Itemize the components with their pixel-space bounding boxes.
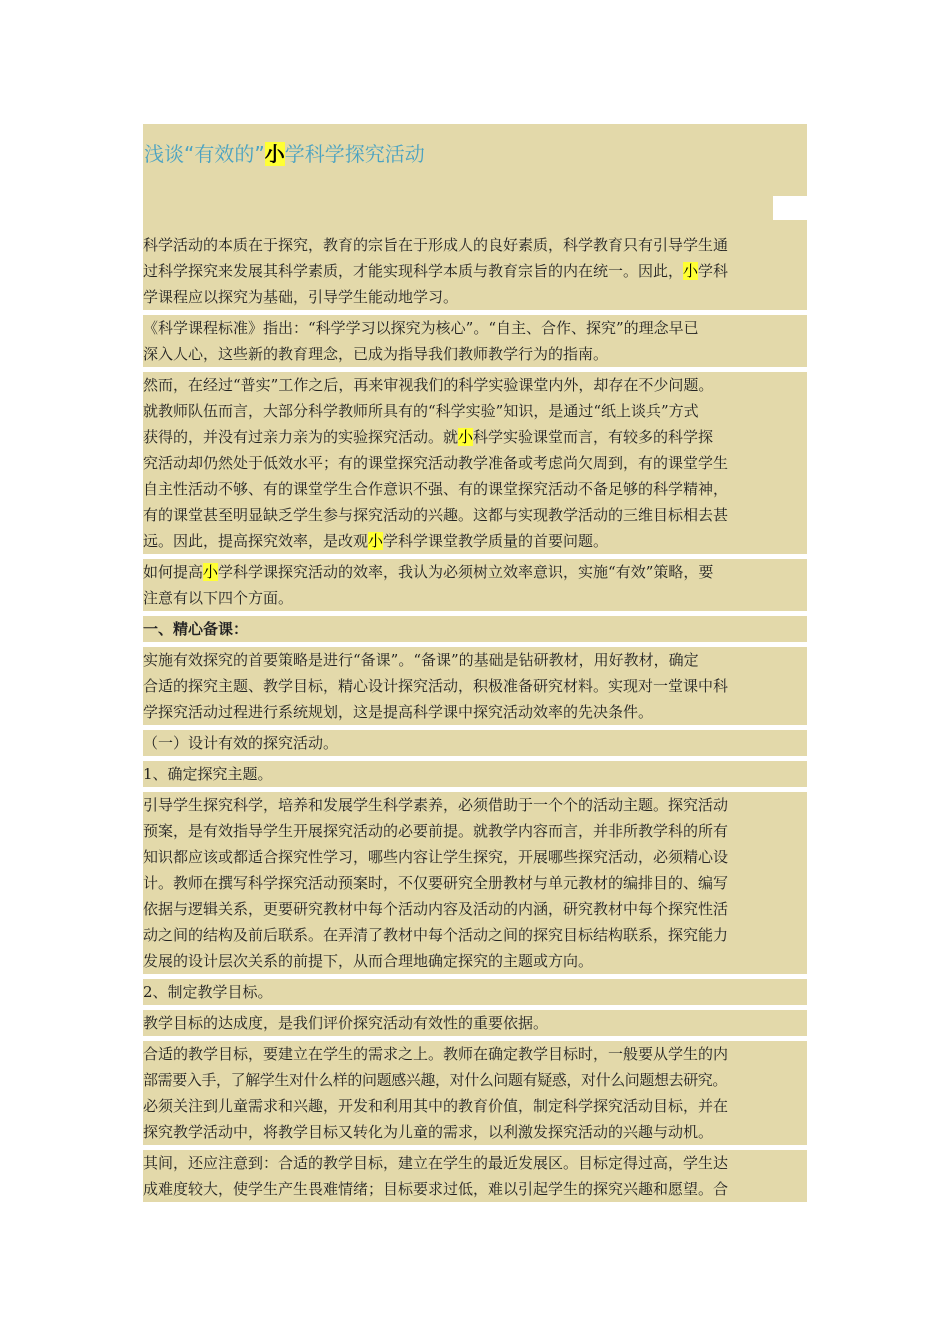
text-line: 有的课堂甚至明显缺乏学生参与探究活动的兴趣。这都与实现教学活动的三维目标相去甚 [143,506,729,524]
text-line: 预案，是有效指导学生开展探究活动的必要前提。就教学内容而言，并非所教学科的所有 [143,822,729,840]
text-line: 究活动却仍然处于低效水平；有的课堂探究活动教学准备或考虑尚欠周到，有的课堂学生 [143,454,729,472]
paragraph-intro [143,232,807,310]
text-line: 引导学生探究科学，培养和发展学生科学素养，必须借助于一个个的活动主题。探究活动 [143,796,729,814]
subsection-heading [143,730,807,756]
text-line: 一、精心备课： [143,620,249,638]
item-heading [143,761,807,787]
section-heading [143,616,807,642]
highlight-term: 小 [683,262,699,280]
text-line: 《科学课程标准》指出：“科学学习以探究为核心”。“自主、合作、探究”的理念早已 [143,319,699,337]
text-line: 如何提高 [143,563,204,581]
text-line: 就教师队伍而言，大部分科学教师所具有的“科学实验”知识，是通过“纸上谈兵”方式 [143,402,699,420]
text-line: 学科 [698,262,729,280]
document-body [143,124,807,1202]
text-line: 然而，在经过“普实”工作之后，再来审视我们的科学实验课堂内外，却存在不少问题。 [143,376,714,394]
text-line: 发展的设计层次关系的前提下，从而合理地确定探究的主题或方向。 [143,952,594,970]
text-line: 部需要入手，了解学生对什么样的问题感兴趣，对什么问题有疑惑，对什么问题想去研究。 [143,1071,728,1089]
text-line: （一）设计有效的探究活动。 [143,734,339,752]
text-line: 1、确定探究主题。 [143,765,273,783]
text-line: 其间，还应注意到：合适的教学目标，建立在学生的最近发展区。目标定得过高，学生达 [143,1154,729,1172]
text-line: 注意有以下四个方面。 [143,589,294,607]
title-block [143,124,807,220]
text-line: 成难度较大，使学生产生畏难情绪；目标要求过低，难以引起学生的探究兴趣和愿望。合 [143,1180,729,1198]
text-line: 科学活动的本质在于探究，教育的宗旨在于形成人的良好素质，科学教育只有引导学生通 [143,236,729,254]
title-text-after: 学科学探究活动 [284,142,425,166]
text-line: 实施有效探究的首要策略是进行“备课”。“备课”的基础是钻研教材，用好教材，确定 [143,651,699,669]
text-line: 必须关注到儿童需求和兴趣，开发和利用其中的教育价值，制定科学探究活动目标，并在 [143,1097,729,1115]
text-line: 合适的教学目标，要建立在学生的需求之上。教师在确定教学目标时，一般要从学生的内 [143,1045,729,1063]
title-corner-gap [773,196,807,220]
paragraph-goal-evaluation [143,1010,807,1036]
text-line: 探究教学活动中，将教学目标又转化为儿童的需求，以利激发探究活动的兴趣与动机。 [143,1123,714,1141]
title-highlight: 小 [264,142,285,166]
highlight-term: 小 [458,428,474,446]
text-line: 自主性活动不够、有的课堂学生合作意识不强、有的课堂探究活动不备足够的科学精神， [143,480,729,498]
text-line: 获得的，并没有过亲力亲为的实验探究活动。就 [143,428,459,446]
text-line: 2、制定教学目标。 [143,983,273,1001]
paragraph-preparation [143,647,807,725]
text-line: 动之间的结构及前后联系。在弄清了教材中每个活动之间的探究目标结构联系，探究能力 [143,926,729,944]
paragraph-standard [143,315,807,367]
title-text-before: 浅谈“有效的” [144,142,265,166]
text-line: 依据与逻辑关系，更要研究教材中每个活动内容及活动的内涵，研究教材中每个探究性活 [143,900,729,918]
paragraph-topic [143,792,807,974]
page-title [144,138,425,167]
paragraph-development-zone [143,1150,807,1202]
text-line: 合适的探究主题、教学目标，精心设计探究活动，积极准备研究材料。实现对一堂课中科 [143,677,729,695]
text-line: 知识都应该或都适合探究性学习，哪些内容让学生探究，开展哪些探究活动，必须精心设 [143,848,729,866]
text-line: 学科学课探究活动的效率，我认为必须树立效率意识，实施“有效”策略，要 [218,563,714,581]
spacer [143,220,807,232]
paragraph-goals [143,1041,807,1145]
text-line: 过科学探究来发展其科学素质，才能实现科学本质与教育宗旨的内在统一。因此， [143,262,684,280]
text-line: 学探究活动过程进行系统规划，这是提高科学课中探究活动效率的先决条件。 [143,703,654,721]
highlight-term: 小 [368,532,384,550]
paragraph-how [143,559,807,611]
text-line: 远。因此，提高探究效率，是改观 [143,532,369,550]
text-line: 计。教师在撰写科学探究活动预案时，不仅要研究全册教材与单元教材的编排目的、编写 [143,874,729,892]
text-line: 教学目标的达成度，是我们评价探究活动有效性的重要依据。 [143,1014,549,1032]
highlight-term: 小 [203,563,219,581]
text-line: 学科学课堂教学质量的首要问题。 [383,532,609,550]
item-heading [143,979,807,1005]
paragraph-problems [143,372,807,554]
text-line: 深入人心，这些新的教育理念，已成为指导我们教师教学行为的指南。 [143,345,609,363]
text-line: 科学实验课堂而言，有较多的科学探 [473,428,714,446]
text-line: 学课程应以探究为基础，引导学生能动地学习。 [143,288,459,306]
